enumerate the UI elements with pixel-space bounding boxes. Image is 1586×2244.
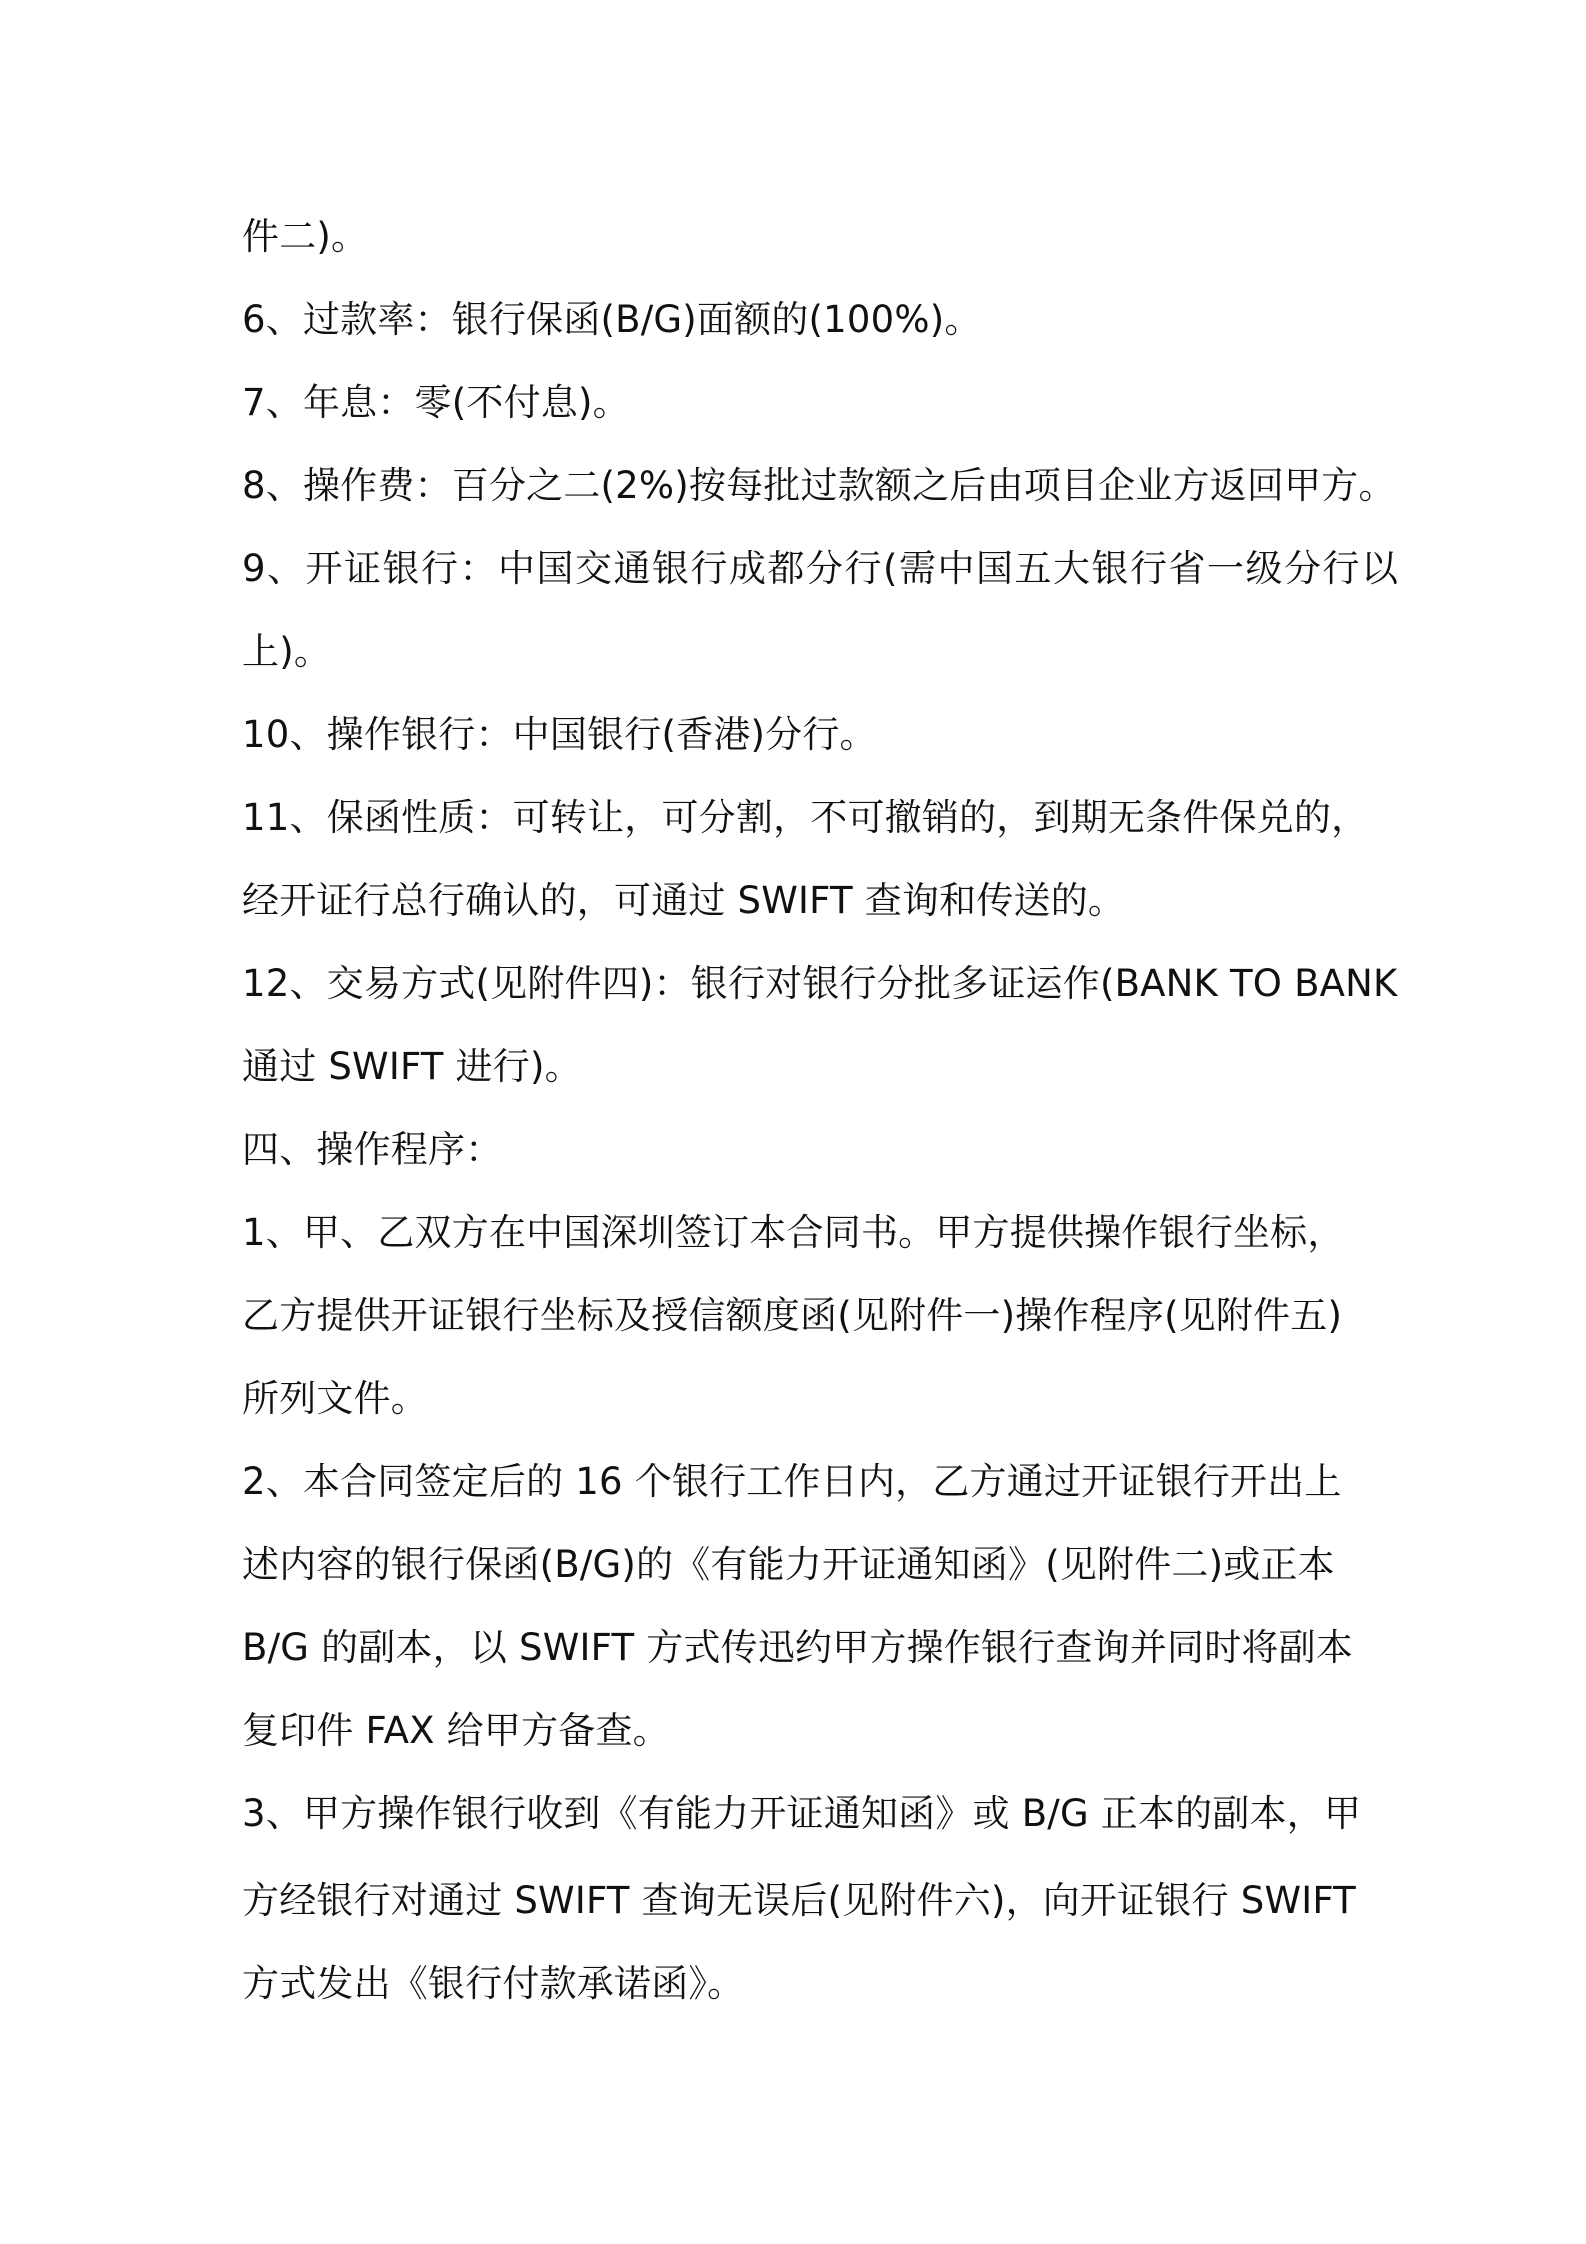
- text-line: 10、操作银行：中国银行(香港)分行。: [242, 713, 877, 756]
- section-heading: 四、操作程序：: [242, 1128, 503, 1171]
- text-line: 7、年息：零(不付息)。: [242, 381, 630, 424]
- text-line: 经开证行总行确认的，可通过 SWIFT 查询和传送的。: [242, 879, 1126, 922]
- text-line: 通过 SWIFT 进行)。: [242, 1045, 582, 1088]
- text-line: 8、操作费：百分之二(2%)按每批过款额之后由项目企业方返回甲方。: [242, 464, 1396, 507]
- text-line: 1、甲、乙双方在中国深圳签订本合同书。甲方提供操作银行坐标，: [242, 1211, 1345, 1254]
- text-line: 2、本合同签定后的 16 个银行工作日内，乙方通过开证银行开出上: [242, 1460, 1342, 1503]
- text-line: 乙方提供开证银行坐标及授信额度函(见附件一)操作程序(见附件五): [242, 1294, 1343, 1337]
- text-line: 9、开证银行：中国交通银行成都分行(需中国五大银行省一级分行以: [242, 547, 1400, 590]
- text-line: 件二)。: [242, 215, 369, 258]
- text-line: 方经银行对通过 SWIFT 查询无误后(见附件六)，向开证银行 SWIFT: [242, 1879, 1356, 1922]
- document-body: [242, 195, 1400, 2025]
- text-line: 6、过款率：银行保函(B/G)面额的(100%)。: [242, 298, 982, 341]
- text-line: 上)。: [242, 630, 332, 673]
- text-line: 3、甲方操作银行收到《有能力开证通知函》或 B/G 正本的副本，甲: [242, 1792, 1362, 1835]
- text-line: 12、交易方式(见附件四)：银行对银行分批多证运作(BANK TO BANK: [242, 962, 1398, 1005]
- text-line: 复印件 FAX 给甲方备查。: [242, 1709, 670, 1752]
- text-line: B/G 的副本，以 SWIFT 方式传迅约甲方操作银行查询并同时将副本: [242, 1626, 1354, 1669]
- text-line: 11、保函性质：可转让，可分割，不可撤销的，到期无条件保兑的，: [242, 796, 1369, 839]
- text-line: 方式发出《银行付款承诺函》。: [242, 1962, 745, 2005]
- text-line: 所列文件。: [242, 1377, 428, 1420]
- text-line: 述内容的银行保函(B/G)的《有能力开证通知函》(见附件二)或正本: [242, 1543, 1335, 1586]
